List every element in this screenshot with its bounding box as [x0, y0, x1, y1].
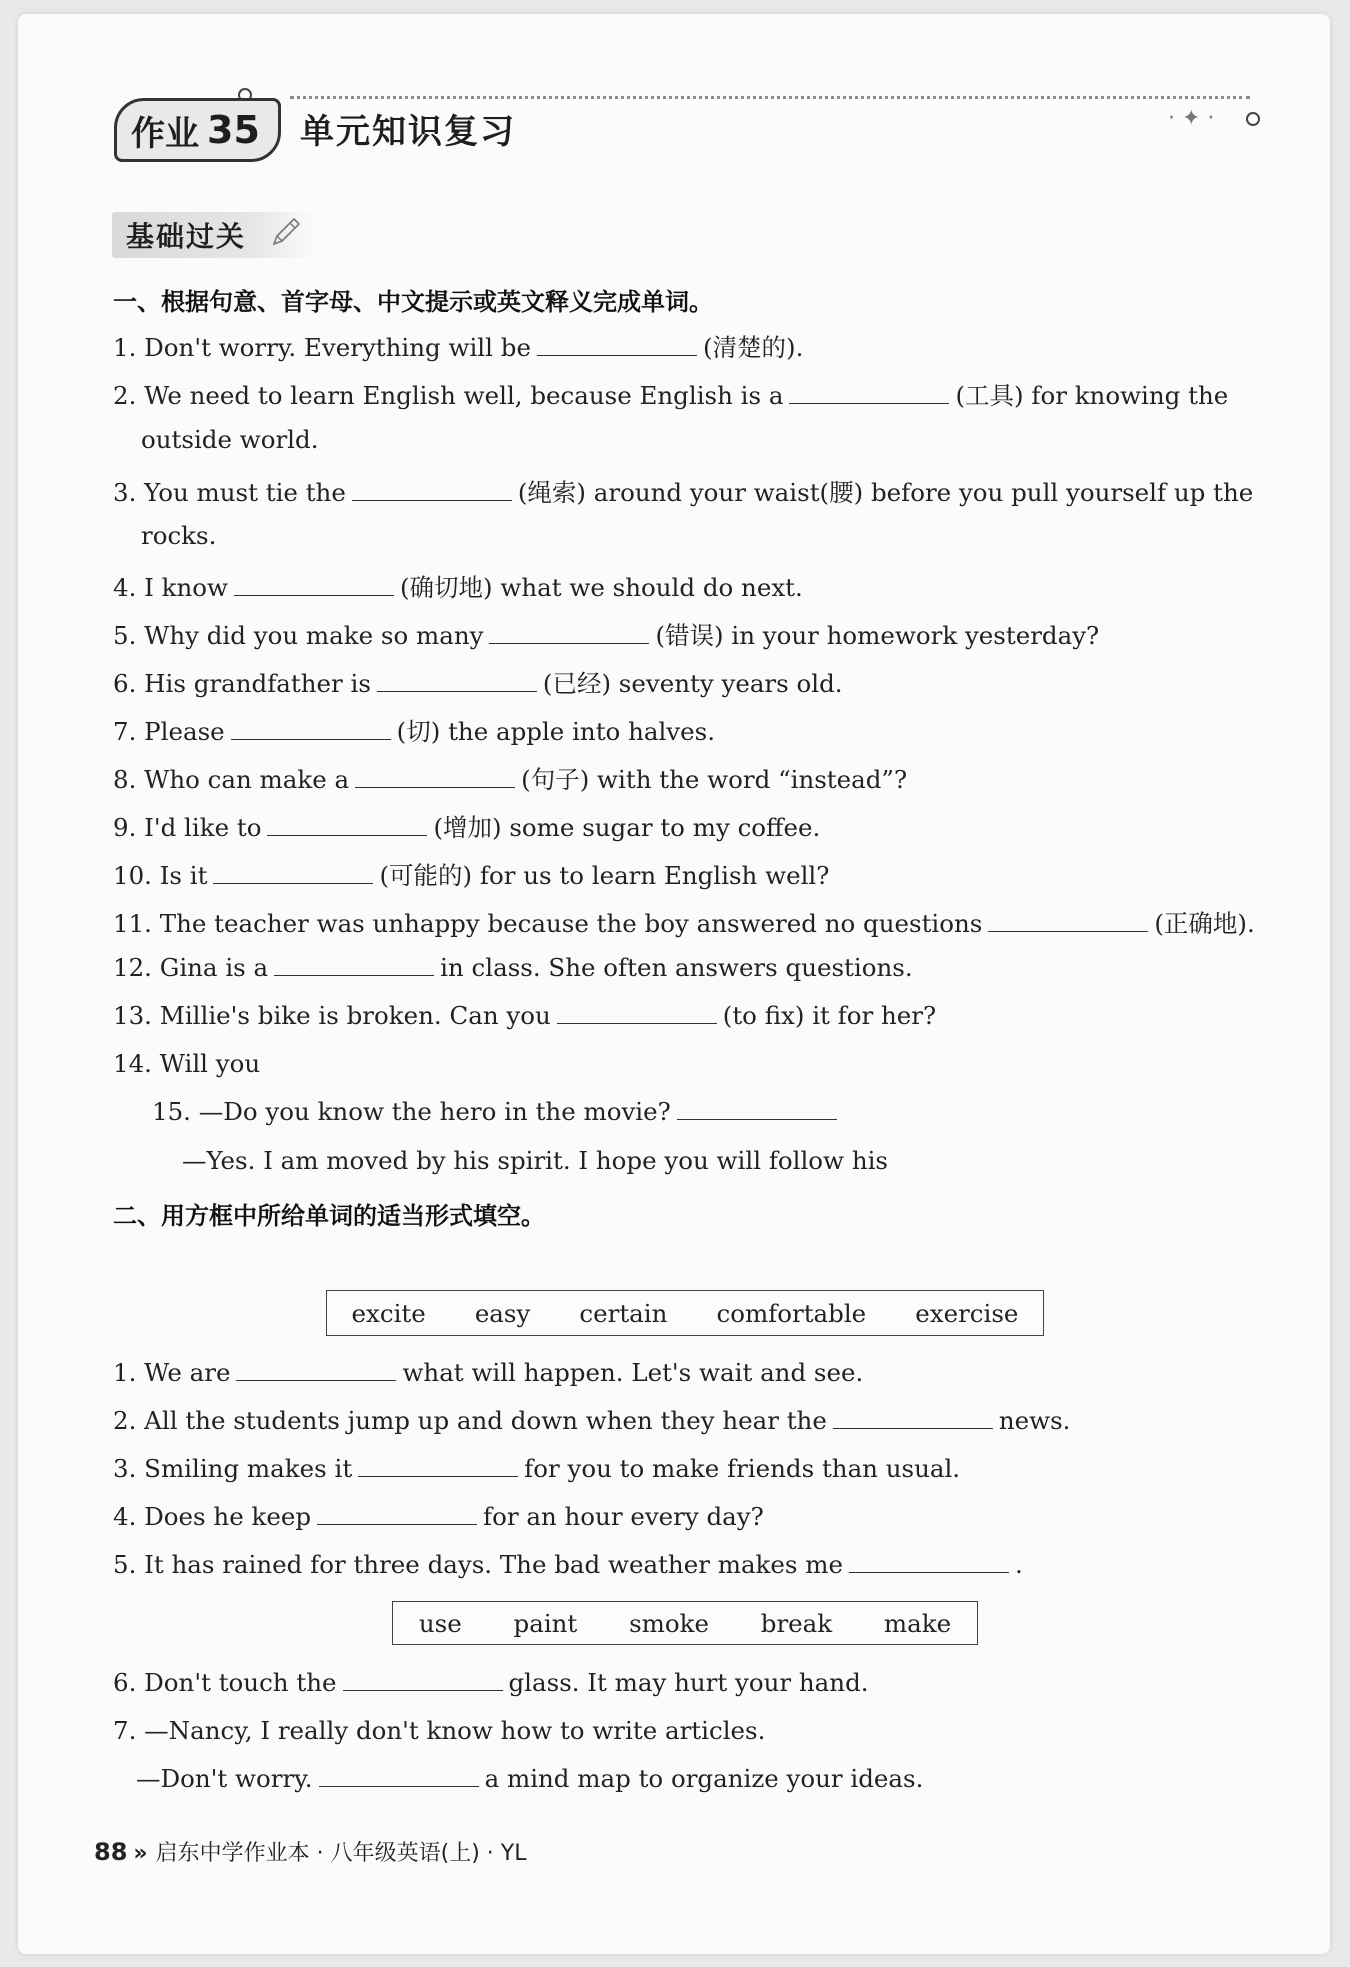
- badge-prefix: 作业: [131, 113, 199, 154]
- pencil-icon: [268, 214, 304, 250]
- question-line: [113, 1668, 869, 1697]
- part1-heading: 一、根据句意、首字母、中文提示或英文释义完成单词。: [113, 288, 713, 316]
- section-tab-label: 基础过关: [126, 220, 247, 253]
- question-line: [113, 857, 829, 892]
- question-text: 2. All the students jump up and down when they hear the: [113, 1406, 827, 1435]
- answer-blank[interactable]: [352, 478, 512, 501]
- question-text: 2. We need to learn English well, because English is a: [113, 381, 784, 410]
- answer-blank[interactable]: [355, 765, 515, 788]
- answer-blank[interactable]: [833, 1406, 993, 1429]
- question-text: 9. I'd like to: [113, 813, 262, 842]
- answer-blank[interactable]: [358, 1454, 518, 1477]
- question-continuation: [182, 1146, 888, 1175]
- answer-blank[interactable]: [557, 1001, 717, 1024]
- question-text: (切) the apple into halves.: [396, 717, 716, 746]
- question-text: 6. Don't touch the: [113, 1668, 337, 1697]
- word-option: paint: [513, 1608, 578, 1638]
- word-option: easy: [474, 1298, 531, 1328]
- answer-blank[interactable]: [677, 1097, 837, 1120]
- question-text: 13. Millie's bike is broken. Can you: [113, 1001, 551, 1030]
- question-text: 3. Smiling makes it: [113, 1454, 353, 1483]
- question-text: 1. Don't worry. Everything will be: [113, 333, 531, 362]
- answer-blank[interactable]: [234, 573, 394, 596]
- question-line: [113, 1001, 936, 1030]
- answer-blank[interactable]: [274, 953, 434, 976]
- word-box-1: [326, 1290, 1044, 1336]
- word-option: smoke: [629, 1608, 709, 1638]
- question-text: —Yes. I am moved by his spirit. I hope you will follow his: [182, 1146, 889, 1175]
- question-text: (句子) with the word “instead”?: [521, 765, 908, 794]
- question-text: 1. We are: [113, 1358, 231, 1387]
- circle-ornament: [1246, 112, 1260, 126]
- question-text: 7. —Nancy, I really don't know how to write articles.: [113, 1716, 766, 1745]
- dotted-divider: [290, 96, 1250, 99]
- answer-blank[interactable]: [343, 1668, 503, 1691]
- question-text: outside world.: [141, 425, 319, 454]
- question-line: [113, 1049, 260, 1078]
- question-line: [113, 905, 1255, 940]
- word-option: exercise: [915, 1298, 1019, 1328]
- question-text: (to fix) it for her?: [722, 1001, 937, 1030]
- question-line: [113, 761, 907, 796]
- question-line: [113, 713, 715, 748]
- question-text: 4. I know: [113, 573, 228, 602]
- question-text: rocks.: [141, 521, 217, 550]
- question-text: for an hour every day?: [483, 1502, 764, 1531]
- question-text: 7. Please: [113, 717, 225, 746]
- answer-blank[interactable]: [377, 669, 537, 692]
- question-text: for you to make friends than usual.: [524, 1454, 961, 1483]
- answer-blank[interactable]: [231, 717, 391, 740]
- question-line: [113, 953, 913, 982]
- question-text: (绳索) around your waist(腰) before you pull yourself up the: [517, 478, 1254, 507]
- word-option: comfortable: [716, 1298, 867, 1328]
- badge-number: 35: [207, 108, 260, 152]
- question-line: [113, 1550, 1023, 1579]
- question-line: [113, 329, 803, 364]
- question-text: news.: [998, 1406, 1071, 1435]
- question-text: .: [1015, 1550, 1023, 1579]
- question-text: (可能的) for us to learn English well?: [379, 861, 830, 890]
- word-box-2: [392, 1601, 978, 1645]
- question-line: [113, 1454, 960, 1483]
- answer-blank[interactable]: [319, 1764, 479, 1787]
- question-line: [113, 1358, 863, 1387]
- question-text: —Don't worry.: [136, 1764, 313, 1793]
- question-text: 8. Who can make a: [113, 765, 350, 794]
- question-text: 12. Gina is a: [113, 953, 269, 982]
- sparkle-icon: · ✦ ·: [1168, 106, 1215, 131]
- homework-badge: [114, 98, 281, 162]
- answer-blank[interactable]: [537, 333, 697, 356]
- question-text: glass. It may hurt your hand.: [508, 1668, 869, 1697]
- question-line: [136, 1764, 923, 1793]
- answer-blank[interactable]: [213, 861, 373, 884]
- answer-blank[interactable]: [236, 1358, 396, 1381]
- question-line: [113, 1716, 765, 1745]
- question-text: 4. Does he keep: [113, 1502, 312, 1531]
- answer-blank[interactable]: [789, 381, 949, 404]
- answer-blank[interactable]: [988, 909, 1148, 932]
- answer-blank[interactable]: [489, 621, 649, 644]
- question-text: 5. It has rained for three days. The bad weather makes me: [113, 1550, 843, 1579]
- question-line: [113, 617, 1099, 652]
- answer-blank[interactable]: [267, 813, 427, 836]
- question-text: (错误) in your homework yesterday?: [655, 621, 1100, 650]
- question-text: 11. The teacher was unhappy because the boy answered no questions: [113, 909, 983, 938]
- question-text: what will happen. Let's wait and see.: [402, 1358, 864, 1387]
- page-number: 88: [94, 1838, 128, 1866]
- word-option: certain: [579, 1298, 668, 1328]
- word-option: make: [883, 1608, 952, 1638]
- question-text: 10. Is it: [113, 861, 208, 890]
- question-line: [113, 377, 1228, 412]
- question-text: 15. —Do you know the hero in the movie?: [152, 1097, 671, 1126]
- part2-heading: 二、用方框中所给单词的适当形式填空。: [113, 1202, 545, 1230]
- word-option: excite: [351, 1298, 426, 1328]
- question-text: (确切地) what we should do next.: [399, 573, 803, 602]
- question-line: [113, 809, 820, 844]
- question-line: [113, 474, 1253, 509]
- question-line: [113, 1502, 764, 1531]
- chevron-icon: »: [133, 1841, 148, 1866]
- question-text: (增加) some sugar to my coffee.: [433, 813, 821, 842]
- question-text: (正确地).: [1154, 909, 1255, 938]
- question-text: (工具) for knowing the: [955, 381, 1229, 410]
- page-footer: [94, 1836, 526, 1867]
- question-line: [152, 1097, 843, 1126]
- question-text: (已经) seventy years old.: [542, 669, 843, 698]
- question-text: a mind map to organize your ideas.: [484, 1764, 924, 1793]
- question-text: (清楚的).: [702, 333, 804, 362]
- question-line: [113, 665, 843, 700]
- word-option: use: [418, 1608, 462, 1638]
- answer-blank[interactable]: [317, 1502, 477, 1525]
- question-text: 14. Will you: [113, 1049, 261, 1078]
- question-continuation: [141, 521, 216, 550]
- word-option: break: [760, 1608, 833, 1638]
- answer-blank[interactable]: [849, 1550, 1009, 1573]
- question-line: [113, 569, 803, 604]
- book-title: 启东中学作业本 · 八年级英语(上) · YL: [155, 1841, 527, 1866]
- question-text: 6. His grandfather is: [113, 669, 371, 698]
- question-text: 5. Why did you make so many: [113, 621, 484, 650]
- question-line: [113, 1406, 1070, 1435]
- question-continuation: [141, 425, 319, 454]
- question-text: 3. You must tie the: [113, 478, 346, 507]
- unit-title: 单元知识复习: [300, 112, 516, 152]
- question-text: in class. She often answers questions.: [440, 953, 913, 982]
